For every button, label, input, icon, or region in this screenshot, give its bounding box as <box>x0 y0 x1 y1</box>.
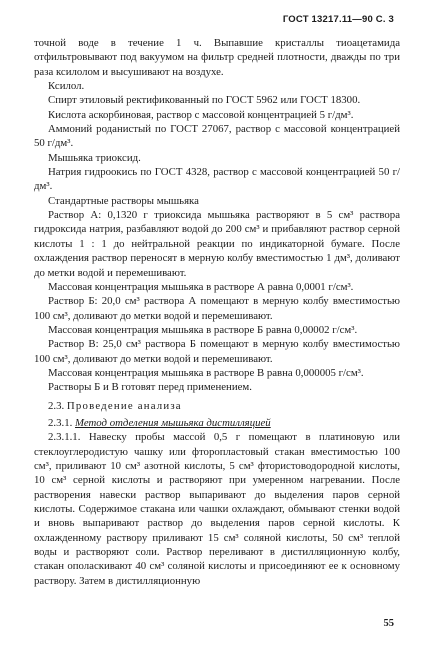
section-heading <box>34 399 400 413</box>
reagent-item: Ксилол. <box>48 80 85 93</box>
running-header: ГОСТ 13217.11—90 С. 3 <box>282 14 394 25</box>
reagent-item: Спирт этиловый ректификованный по ГОСТ 5962 или ГОСТ 18300. <box>48 94 361 107</box>
solution-b-paragraph: Раствор Б: 20,0 см³ раствора А помещают в мерную колбу вместимостью 100 см³, доливают до метки водой и перемешивают. <box>34 295 400 322</box>
reagent-item: Мышьяка триоксид. <box>48 151 141 164</box>
section-title: Проведение анализа <box>66 399 182 412</box>
reagent-item: Аммоний роданистый по ГОСТ 27067, раствор с массовой концентрацией 50 г/дм³. <box>34 123 400 150</box>
concentration-paragraph: Массовая концентрация мышьяка в растворе А равна 0,0001 г/см³. <box>48 280 354 293</box>
page-number: 55 <box>383 618 394 629</box>
reagent-item: Натрия гидроокись по ГОСТ 4328, раствор с массовой концентрацией 50 г/дм³. <box>34 166 400 193</box>
reagent-item: Кислота аскорбиновая, раствор с массовой концентрацией 5 г/дм³. <box>48 108 354 121</box>
body-text <box>34 36 400 588</box>
solution-c-paragraph: Раствор В: 25,0 см³ раствора Б помещают в мерную колбу вместимостью 100 см³, доливают до метки водой и перемешивают. <box>34 338 400 365</box>
subsection-number: 2.3.1. <box>48 416 73 429</box>
concentration-paragraph: Массовая концентрация мышьяка в растворе Б равна 0,00002 г/см³. <box>48 323 358 336</box>
paragraph-continuation: точной воде в течение 1 ч. Выпавшие кристаллы тиоацетамида отфильтровывают под вакуумом на фильтр средней плотности, дважды по три раза ксилолом и высушивают на воздухе. <box>34 37 400 78</box>
subsection-heading <box>34 416 400 430</box>
clause-paragraph: 2.3.1.1. Навеску пробы массой 0,5 г помещают в платиновую или стеклоуглеродистую чашку или фторопластовый стакан вместимостью 100 см³, приливают 10 см³ азотной кислоты, 5 см³ фтористоводородной кислоты, 10 см³ серной кислоты и растворяют при умеренном нагревании. После растворения навески раствор выпаривают до выделения паров серной кислоты. Содержимое стакана или чашки охлаждают, обмывают стенки водой и вновь выпаривают раствор до выделения паров серной кислоты. К охлажденному раствору приливают 15 см³ соляной кислоты, 50 см³ теплой воды и растворяют соли. Раствор переливают в дистилляционную колбу, стакан ополаскивают 40 см³ соляной кислоты и присоединяют ее к основному раствору. Затем в дистилляционную <box>34 431 400 587</box>
concentration-paragraph: Массовая концентрация мышьяка в растворе В равна 0,000005 г/см³. <box>48 366 364 379</box>
subsection-title: Метод отделения мышьяка дистилляцией <box>75 416 271 429</box>
subheading-standard-solutions: Стандартные растворы мышьяка <box>48 194 199 207</box>
solution-a-paragraph: Раствор А: 0,1320 г триоксида мышьяка растворяют в 5 см³ раствора гидроксида натрия, разбавляют водой до 200 см³ и прибавляют раствор серной кислоты 1 : 1 до нейтральной реакции по индикаторной бумаге. После охлаждения раствор переносят в мерную колбу вместимостью 1 дм³, доливают до метки водой и перемешивают. <box>34 209 400 279</box>
preparation-note: Растворы Б и В готовят перед применением. <box>48 381 252 394</box>
section-number: 2.3. <box>48 399 65 412</box>
